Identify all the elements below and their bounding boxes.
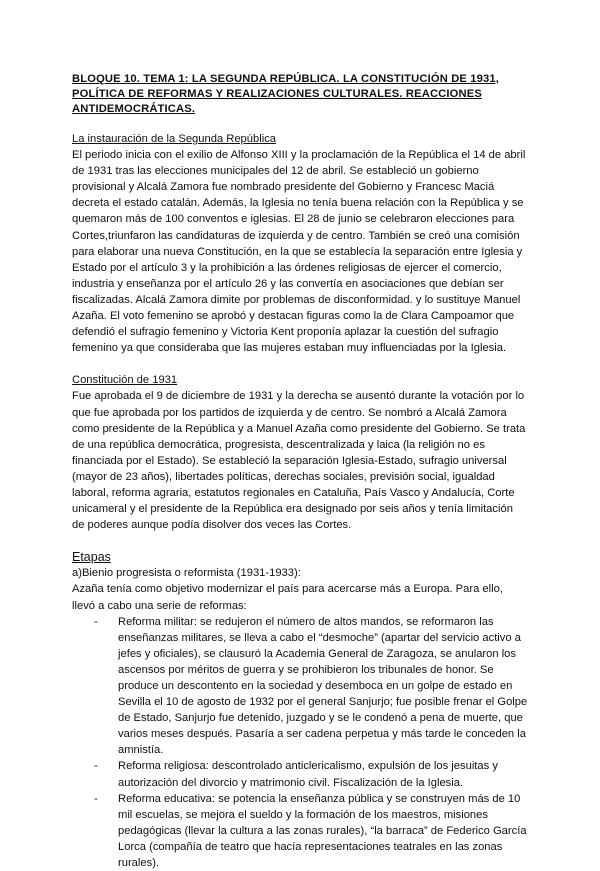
section-etapas bbox=[72, 549, 528, 871]
document-title: BLOQUE 10. TEMA 1: LA SEGUNDA REPÚBLICA. LA CONSTITUCIÓN DE 1931, POLÍTICA DE REFORMAS Y REALIZACIONES CULTURALES. REACCIONES ANTIDEMOCRÁTICAS. bbox=[72, 73, 500, 115]
section-heading: Etapas bbox=[72, 550, 111, 565]
list-item: - Reforma educativa: se potencia la enseñanza pública y se construyen más de 10 mil escuelas, se mejora el sueldo y la formación de los maestros, misiones pedagógicas (llevar la cultura a las zonas rurales), “la barraca” de Federico García Lorca (compañía de teatro que hacía representaciones teatrales en las zonas rurales). bbox=[94, 791, 528, 871]
section-paragraph: Azaña tenía como objetivo modernizar el país para acercarse más a Europa. Para ello, llevó a cabo una serie de reformas: bbox=[72, 583, 503, 612]
section-instauracion bbox=[72, 131, 528, 356]
section-paragraph: Fue aprobada el 9 de diciembre de 1931 y la derecha se ausentó durante la votación por lo que fue aprobada por los partidos de izquierda y de centro. Se nombró a Alcalá Zamora como presidente de la República y a Manuel Azaña como presidente del Gobierno. Se trata de una república democrática, progresista, descentralizada y laica (la religión no es financiada por el Estado). Se estableció la separación Iglesia-Estado, sufragio universal (mayor de 23 años), libertades políticas, derechas sociales, previsión social, igualdad laboral, reforma agraria, estatutos regionales en Cataluña, País Vasco y Andalucía, Corte unicameral y el presidente de la República era designado por seis años y tenía limitación de poderes aunque podía disolver dos veces las Cortes. bbox=[72, 390, 526, 532]
section-paragraph: El periodo inicia con el exilio de Alfonso XIII y la proclamación de la República el 14 de abril de 1931 tras las elecciones municipales del 12 de abril. Se estableció un gobierno provisional y Alcalá Zamora fue nombrado presidente del Gobierno y Francesc Maciá decreta el estado catalán. Además, la Iglesia no tenía buena relación con la República y se quemaron más de 100 conventos e iglesias. El 28 de junio se celebraron elecciones para Cortes,triunfaron las candidaturas de izquierda y de centro. También se creó una comisión para elaborar una nueva Constitución, en la que se establecía la separación entre Iglesia y Estado por el artículo 3 y la prohibición a las órdenes religiosas de ejercer el comercio, industria y enseñanza por el artículo 26 y las convertía en asociaciones que debían ser fiscalizadas. Alcalá Zamora dimite por problemas de disconformidad. y lo sustituye Manuel Azaña. El voto femenino se aprobó y destacan figuras como la de Clara Campoamor que defendió el sufragio femenino y Victoria Kent proponía aplazar la cuestión del sufragio femenino ya que consideraba que las mujeres estaban muy influenciadas por la Iglesia. bbox=[72, 149, 526, 355]
document-body bbox=[72, 131, 528, 871]
section-constitucion bbox=[72, 372, 528, 533]
list-item: - Reforma religiosa: descontrolado anticlericalismo, expulsión de los jesuitas y autorización del divorcio y matrimonio civil. Fiscalización de la Iglesia. bbox=[94, 758, 528, 790]
section-heading: La instauración de la Segunda República bbox=[72, 133, 277, 145]
list-item: - Reforma militar: se redujeron el número de altos mandos, se reformaron las enseñanzas militares, se lleva a cabo el “desmoche” (apartar del servicio activo a jefes y oficiales), se clausuró la Academia General de Zaragoza, se anularon los ascensos por méritos de guerra y se prohibieron los tribunales de honor. Se produce un descontento en la sociedad y desemboca en un golpe de estado en Sevilla el 10 de agosto de 1932 por el general Sanjurjo; fue posible frenar el Golpe de Estado, Sanjurjo fue detenido, juzgado y se le condenó a pena de muerte, que varios meses después. Pasaría a ser cadena perpetua y más tarde le conceden la amnistía. bbox=[94, 614, 528, 759]
section-subheading: a)Bienio progresista o reformista (1931-1933): bbox=[72, 567, 301, 580]
section-heading: Constitución de 1931 bbox=[72, 374, 178, 387]
reforms-list bbox=[72, 614, 528, 871]
